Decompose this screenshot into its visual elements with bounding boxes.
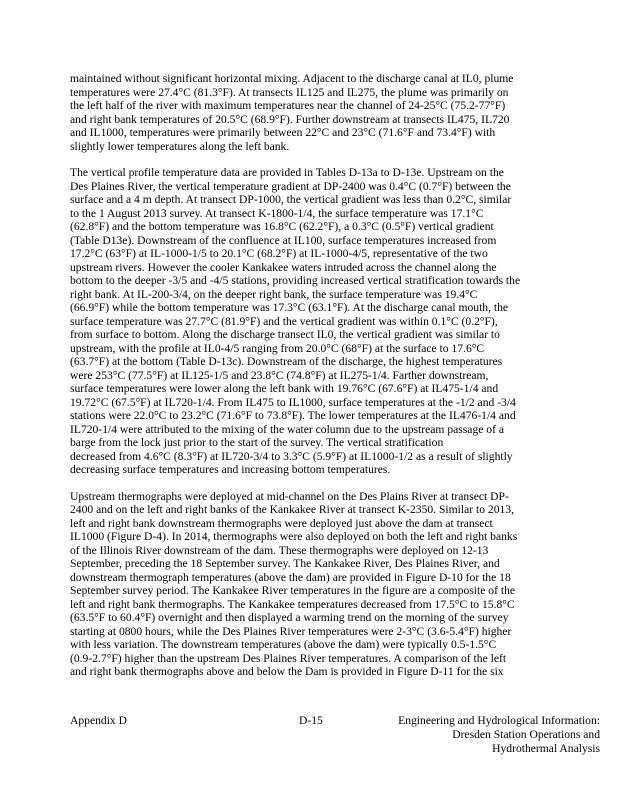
text-line: September, preceding the 18 September survey. The Kankakee River, Des Plaines River, and <box>70 557 500 570</box>
text-line: surface and a 4 m depth. At transect DP-1000, the vertical gradient was less than 0.2°C, similar <box>70 193 512 206</box>
text-line: of the Illinois River downstream of the dam. These thermographs were deployed on 12-13 <box>70 543 489 557</box>
paragraph <box>70 166 550 477</box>
text-line: 19.72°C (67.5°F) at IL720-1/4. From IL475 to IL1000, surface temperatures at the -1/2 and -3/4 <box>70 395 516 409</box>
paragraph <box>70 72 550 153</box>
footer-report-title <box>398 714 600 756</box>
text-line: to the 1 August 2013 survey. At transect K-1800-1/4, the surface temperature was 17.1°C <box>70 206 484 220</box>
text-line: stations were 22.0°C to 23.2°C (71.6°F to 73.8°F). The lower temperatures at the IL476-1/4 and <box>70 409 516 422</box>
text-line: Upstream thermographs were deployed at mid-channel on the Des Plains River at transect DP- <box>70 489 509 503</box>
page-number: D-15 <box>299 714 323 727</box>
body-text <box>70 72 550 692</box>
footer-appendix-label: Appendix D <box>70 714 127 727</box>
text-line: decreased from 4.6°C (8.3°F) at IL720-3/4 to 3.3°C (5.9°F) at IL1000-1/2 as a result of slightly <box>70 449 513 463</box>
text-line: IL720-1/4 were attributed to the mixing of the water column due to the upstream passage of a <box>70 422 504 436</box>
paragraph <box>70 490 550 679</box>
text-line: with less variation. The downstream temperatures (above the dam) were typically 0.5-1.5°C <box>70 638 497 651</box>
footer-title-line-1: Engineering and Hydrological Information: <box>398 714 600 727</box>
text-line: upstream rivers. However the cooler Kankakee waters intruded across the channel along the <box>70 260 497 274</box>
text-line: right bank. At IL-200-3/4, on the deeper right bank, the surface temperature was 19.4°C <box>70 287 478 301</box>
text-line: The vertical profile temperature data are provided in Tables D-13a to D-13e. Upstream on the <box>70 166 504 179</box>
text-line: slightly lower temperatures along the left bank. <box>70 139 290 153</box>
text-line: September survey period. The Kankakee River temperatures in the figure are a composite of the <box>70 584 516 597</box>
text-line: temperatures were 27.4°C (81.3°F). At transects IL125 and IL275, the plume was primarily on <box>70 85 509 99</box>
text-line: (63.5°F to 60.4°F) overnight and then displayed a warming trend on the morning of the survey <box>70 611 509 624</box>
text-line: Des Plaines River, the vertical temperature gradient at DP-2400 was 0.4°C (0.7°F) between the <box>70 179 511 193</box>
text-line: barge from the lock just prior to the start of the survey. The vertical stratification <box>70 436 444 449</box>
text-line: (66.9°F) while the bottom temperature was 17.3°C (63.1°F). At the discharge canal mouth, the <box>70 301 509 314</box>
text-line: (0.9-2.7°F) higher than the upstream Des Plaines River temperatures. A comparison of the left <box>70 651 507 665</box>
text-line: downstream thermograph temperatures (above the dam) are provided in Figure D-10 for the 18 <box>70 570 511 584</box>
text-line: left and right bank downstream thermographs were deployed just above the dam at transect <box>70 516 493 530</box>
text-line: surface temperatures were lower along the left bank with 19.76°C (67.6°F) at IL475-1/4 and <box>70 382 499 395</box>
footer-title-line-2: Dresden Station Operations and <box>452 728 600 741</box>
text-line: from surface to bottom. Along the discharge transect IL0, the vertical gradient was similar to <box>70 328 500 341</box>
text-line: 17.2°C (63°F) at IL-1000-1/5 to 20.1°C (68.2°F) at IL-1000-4/5, representative of the two <box>70 247 488 260</box>
footer-title-line-3: Hydrothermal Analysis <box>492 742 600 755</box>
text-line: IL1000 (Figure D-4). In 2014, thermographs were also deployed on both the left and right banks <box>70 530 518 543</box>
text-line: starting at 0800 hours, while the Des Plaines River temperatures were 2-3°C (3.6-5.4°F) higher <box>70 624 512 638</box>
text-line: maintained without significant horizontal mixing. Adjacent to the discharge canal at IL0, plume <box>70 72 514 85</box>
text-line: and right bank temperatures of 20.5°C (68.9°F). Further downstream at transects IL475, IL720 <box>70 112 510 126</box>
text-line: decreasing surface temperatures and increasing bottom temperatures. <box>70 463 391 476</box>
text-line: upstream, with the profile at IL0-4/5 ranging from 20.0°C (68°F) at the surface to 17.6°C <box>70 341 485 355</box>
text-line: bottom to the deeper -3/5 and -4/5 stations, providing increased vertical stratification towards the <box>70 274 521 287</box>
text-line: left and right bank thermographs. The Kankakee temperatures decreased from 17.5°C to 15.8°C <box>70 597 515 611</box>
text-line: were 253°C (77.5°F) at IL125-1/5 and 23.8°C (74.8°F) at IL275-1/4. Farther downstream, <box>70 368 489 382</box>
text-line: (Table D13e). Downstream of the confluence at IL100, surface temperatures increased from <box>70 233 497 247</box>
text-line: surface temperature was 27.7°C (81.9°F) and the vertical gradient was within 0.1°C (0.2°F), <box>70 314 498 328</box>
text-line: (63.7°F) at the bottom (Table D-13c). Downstream of the discharge, the highest temperatures <box>70 355 503 368</box>
text-line: the left half of the river with maximum temperatures near the channel of 24-25°C (75.2-77°F) <box>70 99 506 112</box>
text-line: (62.8°F) and the bottom temperature was 16.8°C (62.2°F), a 0.3°C (0.5°F) vertical gradient <box>70 220 494 233</box>
text-line: and IL1000, temperatures were primarily between 22°C and 23°C (71.6°F and 73.4°F) with <box>70 126 496 139</box>
text-line: and right bank thermographs above and below the Dam is provided in Figure D-11 for the six <box>70 665 504 678</box>
text-line: 2400 and on the left and right banks of the Kankakee River at transect K-2350. Similar to 2013, <box>70 503 514 516</box>
